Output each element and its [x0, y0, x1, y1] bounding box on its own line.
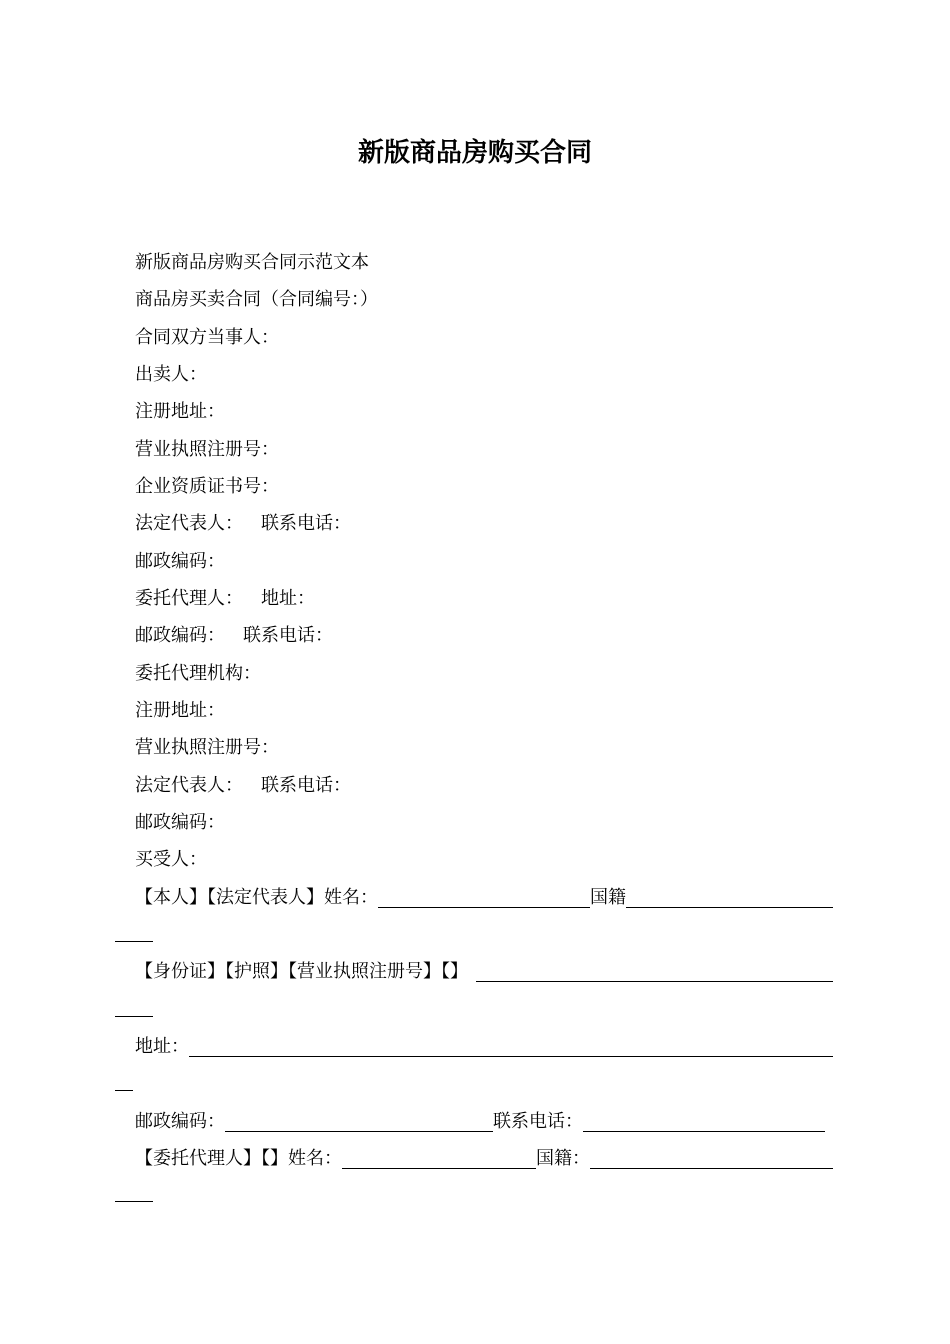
blank-continuation — [115, 1201, 153, 1202]
buyer-agent-line — [135, 1145, 833, 1173]
seller-agent-line — [135, 585, 315, 613]
label: 联系电话： — [493, 1111, 583, 1132]
label: 法定代表人： — [135, 513, 243, 534]
text-line: 注册地址： — [135, 401, 225, 422]
label: 联系电话： — [261, 513, 351, 534]
label: 邮政编码： — [135, 625, 225, 646]
blank-continuation — [115, 1090, 133, 1091]
seller-zip-line — [135, 548, 225, 576]
text-line: 商品房买卖合同（合同编号：） — [135, 289, 378, 310]
text-line: 邮政编码： — [135, 812, 225, 833]
text-line: 企业资质证书号： — [135, 476, 279, 497]
buyer-id-blank[interactable] — [476, 961, 833, 982]
text-line: 出卖人： — [135, 364, 207, 385]
agent-name-blank[interactable] — [342, 1148, 536, 1169]
label: 【身份证】【护照】【营业执照注册号】【】 — [135, 961, 468, 982]
buyer-zip-phone-line — [135, 1108, 825, 1136]
buyer-address-line — [135, 1033, 833, 1061]
buyer-phone-blank[interactable] — [583, 1111, 825, 1132]
label: 【委托代理人】【】姓名： — [135, 1148, 342, 1169]
buyer-zip-blank[interactable] — [225, 1111, 493, 1132]
seller-representative-line — [135, 510, 351, 538]
text-line: 买受人： — [135, 849, 207, 870]
text-line: 注册地址： — [135, 700, 225, 721]
text-line: 营业执照注册号： — [135, 737, 279, 758]
blank-continuation — [115, 1016, 153, 1017]
document-title: 新版商品房购买合同 — [357, 138, 592, 168]
label: 地址： — [135, 1036, 189, 1057]
label: 邮政编码： — [135, 551, 225, 572]
label: 委托代理人： — [135, 588, 243, 609]
buyer-name-line — [135, 884, 833, 912]
buyer-id-line — [135, 958, 833, 986]
label: 地址： — [261, 588, 315, 609]
label: 联系电话： — [243, 625, 333, 646]
buyer-address-blank[interactable] — [189, 1036, 833, 1057]
text-line: 新版商品房购买合同示范文本 — [135, 252, 369, 273]
agent-nationality-blank[interactable] — [590, 1148, 833, 1169]
label: 国籍： — [536, 1148, 590, 1169]
label: 【本人】【法定代表人】姓名： — [135, 887, 378, 908]
seller-agent-zip-line — [135, 622, 333, 650]
text-line: 合同双方当事人： — [135, 327, 279, 348]
label: 联系电话： — [261, 775, 351, 796]
blank-continuation — [115, 941, 153, 942]
label: 法定代表人： — [135, 775, 243, 796]
label: 国籍 — [590, 887, 626, 908]
agency-representative-line — [135, 772, 351, 800]
buyer-nationality-blank[interactable] — [626, 887, 833, 908]
text-line: 委托代理机构： — [135, 663, 261, 684]
text-line: 营业执照注册号： — [135, 439, 279, 460]
label: 邮政编码： — [135, 1111, 225, 1132]
buyer-name-blank[interactable] — [378, 887, 590, 908]
